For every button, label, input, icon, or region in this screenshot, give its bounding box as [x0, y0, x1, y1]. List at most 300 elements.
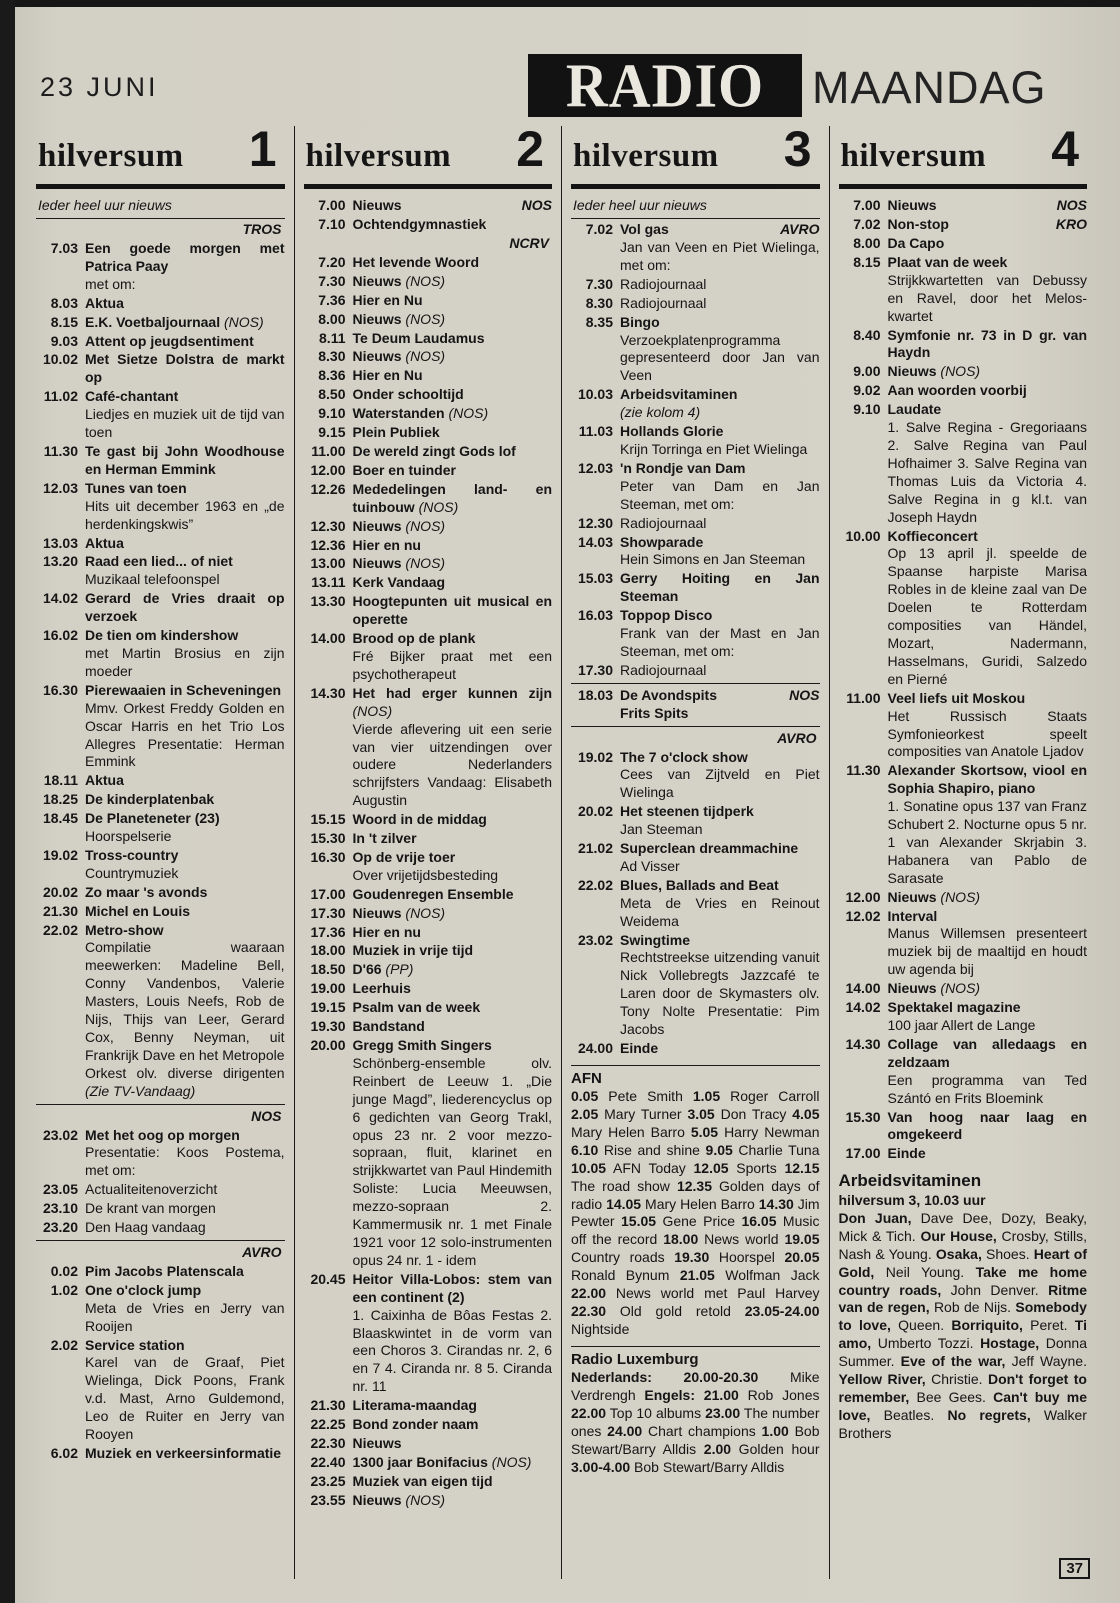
program-body — [353, 1018, 553, 1036]
program-time: 12.02 — [845, 907, 881, 924]
program-title: Spektakel magazine — [887, 999, 1021, 1016]
program-entry — [36, 791, 285, 809]
program-title: Da Capo — [887, 235, 945, 252]
program-body — [353, 273, 553, 291]
program-note: (NOS) — [401, 272, 446, 289]
program-time: 12.03 — [577, 459, 613, 476]
program-title: Interval — [887, 907, 938, 924]
program-title: Woord in de middag — [352, 811, 487, 828]
program-entry — [571, 877, 820, 931]
program-title: Michel en Louis — [85, 902, 191, 919]
program-body — [620, 803, 820, 839]
program-time: 12.36 — [310, 536, 346, 553]
program-time: 23.05 — [42, 1181, 78, 1198]
program-body — [85, 553, 285, 589]
network-inline-label: NOS — [1056, 197, 1087, 214]
program-body — [353, 905, 553, 923]
program-title: De Avondspits — [620, 686, 717, 703]
program-body — [888, 528, 1088, 689]
program-time: 21.30 — [310, 1397, 346, 1414]
program-entry — [36, 847, 285, 883]
program-entry — [36, 627, 285, 681]
program-body — [85, 627, 285, 681]
program-entry — [304, 330, 553, 348]
program-title: Heitor Villa-Lobos: stem van een continent (2) — [352, 1270, 552, 1305]
program-time: 0.02 — [50, 1262, 78, 1279]
program-time: 9.00 — [853, 363, 881, 380]
program-entry — [36, 388, 285, 442]
program-time: 20.02 — [577, 803, 613, 820]
program-body — [353, 1492, 553, 1510]
radio-logo: RADIO — [565, 50, 765, 121]
station-column-2 — [294, 126, 562, 1579]
program-entry — [36, 240, 285, 294]
program-body — [353, 367, 553, 385]
section-text: Nederlands: 20.00-20.30 Mike Verdrengh Engels: 21.00 Rob Jones 22.00 Top 10 albums 23.00 The number ones 24.00 Chart champions 1.00 Bob Stewart/Barry Alldis 2.00 Golden hour 3.00-4.00 Bob Stewart/Barry Alldis — [571, 1368, 820, 1475]
program-entry — [304, 348, 553, 366]
program-body — [85, 810, 285, 846]
program-title: Café-chantant — [85, 388, 179, 405]
program-desc: 1. Salve Regina - Gregoriaans 2. Salve Regina van Paul Hofhaimer 3. Salve Regina van Thomas Luis da Victoria 4. Salve Regina in g kl.t. van Joseph Haydn — [887, 419, 1087, 525]
program-desc: 1. Sonatine opus 137 van Franz Schubert 2. Nocturne opus 5 nr. 1 van Alexander Skrjabin 3. Habanera van Pablo de Sarasate — [887, 798, 1087, 886]
program-note: (NOS) — [401, 310, 446, 327]
program-title: Vol gas — [620, 221, 669, 238]
program-entry — [304, 216, 553, 234]
program-entry — [839, 690, 1088, 762]
network-inline-label: KRO — [1055, 216, 1087, 233]
program-entry — [304, 980, 553, 998]
program-entry — [839, 1036, 1088, 1108]
program-desc: 100 jaar Allert de Lange — [887, 1017, 1036, 1034]
program-title: Non-stop — [887, 216, 949, 233]
program-time: 12.03 — [42, 479, 78, 496]
program-title: Plaat van de week — [887, 253, 1008, 270]
program-entry — [571, 840, 820, 876]
program-body — [85, 314, 285, 332]
station-name: hilversum — [573, 138, 719, 174]
program-time: 11.02 — [43, 388, 78, 405]
station-number: 4 — [1051, 126, 1079, 177]
program-entry — [304, 424, 553, 442]
program-title: Pierewaaien in Scheveningen — [85, 681, 282, 698]
program-title: Boer en tuinder — [352, 461, 456, 478]
program-title: Koffieconcert — [887, 527, 978, 544]
program-time: 14.00 — [310, 630, 346, 647]
program-body — [85, 443, 285, 479]
program-time: 7.30 — [318, 272, 346, 289]
program-time: 22.02 — [42, 921, 78, 938]
station-header — [304, 126, 553, 177]
program-body — [888, 980, 1088, 998]
header-rule — [304, 184, 553, 189]
network-inline-label: NOS — [789, 686, 820, 703]
program-time: 7.02 — [585, 221, 613, 238]
program-entry — [36, 333, 285, 351]
program-time: 18.25 — [42, 791, 78, 808]
program-entry — [839, 401, 1088, 526]
program-entry — [839, 1145, 1088, 1163]
program-desc: Meta de Vries en Jerry van Rooijen — [85, 1299, 285, 1334]
program-body — [620, 314, 820, 386]
program-time: 21.02 — [577, 840, 613, 857]
program-title: De wereld zingt Gods lof — [352, 443, 516, 460]
section-block — [571, 1346, 820, 1477]
program-title: Muziek en verkeersinformatie — [85, 1444, 282, 1461]
program-desc: Cees van Zijtveld en Piet Wielinga — [620, 766, 820, 801]
program-entry — [304, 254, 553, 272]
program-entry — [571, 1040, 820, 1058]
program-entry — [304, 811, 553, 829]
program-desc: Liedjes en muziek uit de tijd van toen — [85, 406, 285, 441]
program-entry — [571, 221, 820, 275]
scan-edge-left — [0, 0, 15, 1603]
program-body — [620, 460, 820, 514]
program-entry — [36, 884, 285, 902]
program-time: 10.02 — [42, 351, 78, 368]
program-body — [353, 849, 553, 885]
program-entry — [36, 810, 285, 846]
program-time: 14.30 — [845, 1035, 881, 1052]
program-body — [888, 690, 1088, 762]
program-time: 12.00 — [845, 888, 881, 905]
program-body — [353, 311, 553, 329]
program-desc: Muzikaal telefoonspel — [85, 571, 220, 588]
program-title: Hollands Glorie — [620, 423, 724, 440]
program-entry — [839, 999, 1088, 1035]
program-body — [85, 388, 285, 442]
program-desc: met Martin Brosius en zijn moeder — [85, 644, 285, 679]
program-body — [353, 197, 553, 215]
program-title: Radiojournaal — [620, 514, 707, 531]
program-desc: 1. Caixinha de Bôas Festas 2. Blaaskwintet in de vorm van een Choros 3. Cirandas nr. 2, 6 en 7 4. Ciranda nr. 8 5. Ciranda nr. 11 — [352, 1306, 552, 1395]
program-entry — [304, 481, 553, 517]
program-title: Nieuws — [887, 363, 937, 380]
program-entry — [304, 574, 553, 592]
program-time: 8.30 — [318, 348, 346, 365]
program-body — [353, 1416, 553, 1434]
program-time: 13.00 — [310, 555, 346, 572]
program-entry — [304, 537, 553, 555]
program-entry — [571, 932, 820, 1039]
program-entry — [304, 1037, 553, 1270]
program-body — [85, 1337, 285, 1444]
program-body — [888, 216, 1088, 234]
program-entry — [36, 1263, 285, 1281]
program-time: 7.00 — [853, 197, 881, 214]
program-body — [620, 687, 820, 723]
section-title: Arbeidsvitaminen — [838, 1171, 982, 1191]
program-body — [620, 423, 820, 459]
program-body — [353, 1454, 553, 1472]
program-title: Toppop Disco — [620, 607, 713, 624]
program-body — [888, 197, 1088, 215]
program-time: 13.20 — [42, 553, 78, 570]
program-entry — [304, 1435, 553, 1453]
program-title: De kinderplatenbak — [85, 791, 215, 808]
program-desc: Karel van de Graaf, Piet Wielinga, Dick Poons, Frank v.d. Mast, Arno Guldemond, Leo de Ruiter en Jerry van Rooyen — [85, 1354, 285, 1443]
program-time: 12.26 — [310, 480, 346, 497]
program-body — [353, 980, 553, 998]
program-body — [620, 221, 820, 275]
program-time: 10.00 — [845, 527, 881, 544]
program-title: Radiojournaal — [620, 275, 707, 292]
program-time: 15.30 — [845, 1108, 881, 1125]
program-title: 1300 jaar Bonifacius — [352, 1453, 488, 1470]
program-time: 19.15 — [310, 999, 346, 1016]
program-body — [85, 1219, 285, 1237]
program-entry — [571, 295, 820, 313]
program-title: Brood op de plank — [352, 630, 476, 647]
program-time: 8.15 — [50, 313, 78, 330]
program-time: 12.30 — [310, 517, 346, 534]
program-note: (NOS) — [444, 405, 489, 422]
program-time: 7.10 — [318, 216, 346, 233]
program-entry — [304, 830, 553, 848]
program-note: (NOS) — [936, 980, 981, 997]
program-time: 14.02 — [42, 590, 78, 607]
program-title: Literama-maandag — [352, 1397, 477, 1414]
program-desc: Hits uit december 1963 en „de herdenkingskwis” — [85, 497, 285, 532]
program-note: (NOS) — [414, 498, 459, 515]
program-time: 24.00 — [577, 1040, 613, 1057]
program-entry — [839, 235, 1088, 253]
program-body — [85, 1445, 285, 1463]
network-label: TROS — [242, 221, 282, 238]
program-body — [85, 1263, 285, 1281]
section-block — [839, 1170, 1088, 1442]
program-desc: Strijkkwartetten van Debussy en Ravel, door het Melos-kwartet — [887, 271, 1087, 324]
program-title: Nieuws — [352, 1491, 402, 1508]
program-title: Muziek van eigen tijd — [352, 1472, 493, 1489]
program-body — [85, 351, 285, 387]
program-title: Muziek in vrije tijd — [352, 942, 474, 959]
program-body — [353, 924, 553, 942]
program-body — [85, 1127, 285, 1181]
program-time: 7.00 — [318, 197, 346, 214]
program-title: Showparade — [620, 533, 704, 550]
program-time: 23.55 — [310, 1491, 346, 1508]
program-entry — [304, 1397, 553, 1415]
program-title: Nieuws — [352, 904, 402, 921]
program-time: 23.02 — [42, 1126, 78, 1143]
program-time: 1.02 — [50, 1281, 78, 1298]
program-title: Op de vrije toer — [352, 848, 456, 865]
program-entry — [839, 327, 1088, 363]
program-body — [353, 537, 553, 555]
program-entry — [36, 1445, 285, 1463]
program-entry — [36, 922, 285, 1101]
program-body — [353, 292, 553, 310]
program-entry — [36, 443, 285, 479]
program-title: Metro-show — [85, 921, 164, 938]
program-entry — [304, 886, 553, 904]
program-body — [620, 840, 820, 876]
program-body — [353, 386, 553, 404]
station-column-4 — [829, 126, 1097, 1579]
program-title: Superclean dreammachine — [620, 840, 799, 857]
program-title: Laudate — [887, 401, 942, 418]
program-desc: Countrymuziek — [85, 864, 179, 881]
station-column-1 — [34, 126, 294, 1579]
program-entry — [571, 607, 820, 661]
program-title: Onder schooltijd — [352, 386, 464, 403]
program-time: 14.00 — [845, 980, 881, 997]
program-title: Nieuws — [352, 197, 402, 214]
program-time: 9.10 — [318, 405, 346, 422]
station-header — [36, 126, 285, 177]
program-entry — [304, 443, 553, 461]
program-title: Ochtendgymnastiek — [352, 216, 487, 233]
program-title: Plein Publiek — [352, 424, 440, 441]
program-body — [353, 574, 553, 592]
program-desc: met om: — [85, 275, 136, 292]
program-body — [888, 908, 1088, 980]
program-desc: Fré Bijker praat met een psychotherapeut — [352, 647, 552, 682]
program-title: Psalm van de week — [352, 999, 481, 1016]
program-body — [888, 762, 1088, 887]
program-time: 23.10 — [42, 1200, 78, 1217]
program-title: Service station — [85, 1336, 185, 1353]
program-entry — [571, 570, 820, 606]
program-title: Aktua — [85, 294, 124, 311]
program-entry — [571, 515, 820, 533]
program-title: Hier en nu — [352, 536, 421, 553]
program-entry — [304, 849, 553, 885]
program-title: Goudenregen Ensemble — [352, 885, 514, 902]
program-title: De Planeteneter (23) — [85, 810, 220, 827]
program-title: Nieuws — [887, 888, 937, 905]
program-desc: Over vrijetijdsbesteding — [352, 866, 499, 883]
program-body — [85, 772, 285, 790]
program-time: 8.36 — [318, 367, 346, 384]
program-entry — [36, 903, 285, 921]
program-desc: Krijn Torringa en Piet Wielinga — [620, 441, 808, 458]
program-desc: Jan van Veen en Piet Wielinga, met om: — [620, 239, 820, 273]
program-entry — [839, 1109, 1088, 1145]
program-title: In 't zilver — [352, 830, 417, 847]
program-body — [620, 607, 820, 661]
program-body — [353, 1271, 553, 1396]
program-desc: Verzoekplatenprogramma gepresenteerd door Jan van Veen — [620, 331, 820, 384]
program-time: 22.30 — [310, 1434, 346, 1451]
program-entry — [304, 1416, 553, 1434]
page-number: 37 — [1059, 1558, 1090, 1579]
program-time: 9.02 — [853, 382, 881, 399]
station-column-3 — [561, 126, 829, 1579]
program-time: 16.30 — [42, 681, 78, 698]
program-desc: Peter van Dam en Jan Steeman, met om: — [620, 477, 820, 512]
program-columns — [34, 126, 1096, 1579]
program-time: 8.00 — [853, 235, 881, 252]
program-entry — [304, 685, 553, 810]
network-label: NOS — [36, 1104, 285, 1127]
scan-edge-top — [0, 0, 1120, 7]
program-body — [85, 1181, 285, 1199]
program-entry — [304, 1271, 553, 1396]
program-body — [620, 1040, 820, 1058]
program-entry — [36, 480, 285, 534]
program-entry — [36, 772, 285, 790]
program-time: 17.30 — [310, 904, 346, 921]
program-title: Nieuws — [352, 272, 402, 289]
program-title: Gerry Hoiting en Jan Steeman — [620, 570, 820, 605]
program-body — [353, 1435, 553, 1453]
program-time: 22.02 — [577, 876, 613, 893]
program-entry — [36, 1219, 285, 1237]
program-note: (NOS) — [401, 517, 446, 534]
program-entry — [839, 889, 1088, 907]
program-entry — [571, 423, 820, 459]
program-entry — [304, 273, 553, 291]
program-body — [85, 590, 285, 626]
program-time: 23.25 — [310, 1472, 346, 1489]
program-title: Het levende Woord — [352, 253, 480, 270]
program-desc: Vierde aflevering uit een serie van vier uitzendingen over oudere Nederlanders schrijfsters Vandaag: Elisabeth Augustin — [352, 720, 552, 809]
program-title: E.K. Voetbaljournaal — [85, 313, 221, 330]
program-entry — [304, 1492, 553, 1510]
program-desc: Compilatie waaraan meewerken: Madeline Bell, Conny Vandenbos, Valerie Masters, Louis Neefs, Rob de Nijs, Thijs van Leer, Gerard Cox, Benny Neyman, uit Frankrijk Dave en het Metropole Orkest olv. diverse dirigenten (Zie TV-Vandaag) — [85, 939, 285, 1099]
program-body — [85, 791, 285, 809]
program-title: Nieuws — [887, 197, 937, 214]
program-title: Mededelingen land- en tuinbouw — [352, 480, 552, 515]
program-title: Met het oog op morgen — [85, 1126, 240, 1143]
program-entry — [304, 999, 553, 1017]
program-body — [85, 535, 285, 553]
hourly-news-note: Ieder heel uur nieuws — [36, 197, 285, 219]
program-time: 18.00 — [310, 942, 346, 959]
program-time: 9.15 — [318, 424, 346, 441]
program-title: Alexander Skortsow, viool en Sophia Shapiro, piano — [887, 762, 1087, 797]
program-desc: Hoorspelserie — [85, 828, 172, 845]
program-time: 8.30 — [585, 294, 613, 311]
radio-logo-box — [528, 50, 802, 121]
program-entry — [571, 749, 820, 803]
program-desc: Rechtstreekse uitzending vanuit Nick Vollebregts Jazzcafé te Laren door de Skymasters olv. Tony Nolte Presentatie: Pim Jacobs — [620, 949, 820, 1038]
program-desc: Manus Willemsen presenteert muziek bij de maaltijd en houdt uw agenda bij — [887, 925, 1087, 978]
station-name: hilversum — [840, 138, 987, 174]
program-time: 19.02 — [42, 846, 78, 863]
program-time: 17.00 — [310, 885, 346, 902]
network-label: AVRO — [36, 1240, 285, 1263]
program-title: Blues, Ballads and Beat — [620, 876, 779, 893]
program-body — [888, 363, 1088, 381]
program-body — [620, 877, 820, 931]
program-desc: Presentatie: Koos Postema, met om: — [85, 1144, 285, 1179]
program-time: 16.30 — [310, 848, 346, 865]
program-body — [888, 889, 1088, 907]
hourly-news-note: Ieder heel uur nieuws — [571, 197, 820, 219]
program-body — [85, 480, 285, 534]
program-title: Veel liefs uit Moskou — [887, 689, 1026, 706]
program-title: Aan woorden voorbij — [887, 382, 1027, 399]
program-note: (NOS) — [487, 1453, 532, 1470]
program-desc: Frank van der Mast en Jan Steeman, met om: — [620, 625, 820, 659]
program-desc: Schönberg-ensemble olv. Reinbert de Leeuw 1. „Die junge Magd”, liederencyclus op 6 gedichten van Georg Trakl, opus 23 nr. 2 voor mezzo-sopraan, fluit, klarinet en strijkkwartet van Paul Hindemith Soliste: Lucia Meeuwsen, mezzo-sopraan 2. Kammermusik nr. 1 met Finale 1921 voor 12 solo-instrumenten opus 24 nr. 1 - idem — [352, 1054, 552, 1268]
station-header — [839, 126, 1088, 177]
program-body — [85, 884, 285, 902]
program-entry — [571, 386, 820, 422]
program-body — [888, 254, 1088, 326]
program-body — [353, 555, 553, 573]
program-entry — [304, 1473, 553, 1491]
program-entry — [571, 460, 820, 514]
program-entry — [571, 276, 820, 294]
program-body — [85, 240, 285, 294]
program-entry — [304, 593, 553, 629]
program-entry — [36, 1282, 285, 1336]
program-time: 6.02 — [50, 1444, 78, 1461]
program-entry — [839, 254, 1088, 326]
